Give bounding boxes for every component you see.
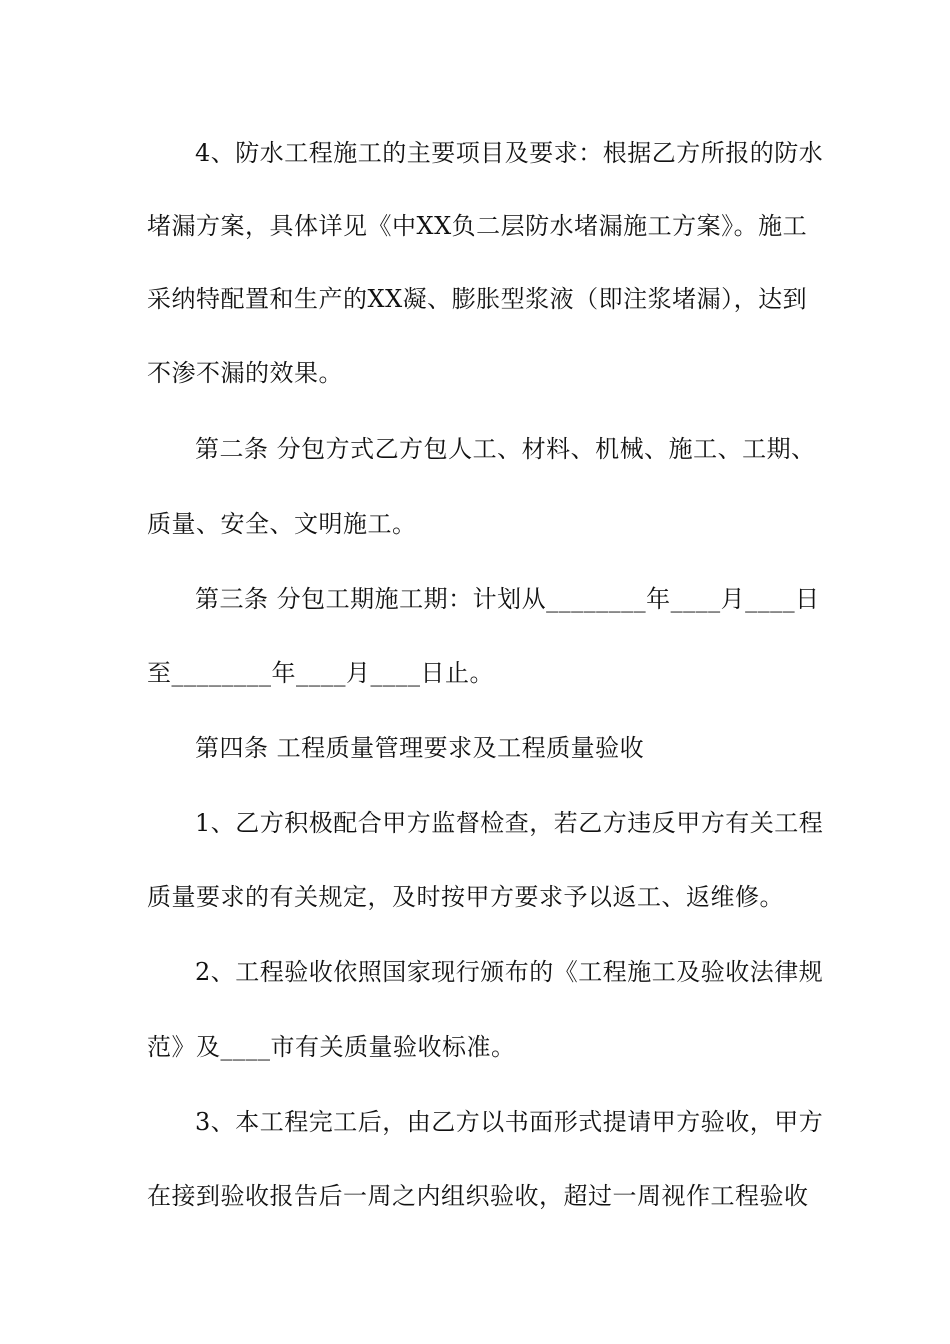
item-2-line-2: 范》及____市有关质量验收标准。: [147, 1033, 516, 1061]
item-3-line-1: 3、本工程完工后，由乙方以书面形式提请甲方验收，甲方: [195, 1108, 824, 1136]
article-3-line-1: 第三条 分包工期施工期：计划从________年____月____日: [195, 585, 820, 613]
article-3-line-2: 至________年____月____日止。: [147, 659, 494, 687]
article-2-line-2: 质量、安全、文明施工。: [147, 510, 417, 538]
article-4-heading: 第四条 工程质量管理要求及工程质量验收: [195, 734, 645, 762]
paragraph-4-line-1: 4、防水工程施工的主要项目及要求：根据乙方所报的防水: [195, 139, 824, 167]
paragraph-4-line-2: 堵漏方案，具体详见《中XX负二层防水堵漏施工方案》。施工: [147, 212, 808, 240]
paragraph-4-line-4: 不渗不漏的效果。: [147, 359, 343, 387]
item-1-line-2: 质量要求的有关规定，及时按甲方要求予以返工、返维修。: [147, 883, 784, 911]
article-2-line-1: 第二条 分包方式乙方包人工、材料、机械、施工、工期、: [195, 435, 816, 463]
item-3-line-2: 在接到验收报告后一周之内组织验收，超过一周视作工程验收: [147, 1182, 809, 1210]
paragraph-4-line-3: 采纳特配置和生产的XX凝、膨胀型浆液（即注浆堵漏），达到: [147, 285, 808, 313]
item-1-line-1: 1、乙方积极配合甲方监督检查，若乙方违反甲方有关工程: [195, 809, 824, 837]
item-2-line-1: 2、工程验收依照国家现行颁布的《工程施工及验收法律规: [195, 958, 824, 986]
